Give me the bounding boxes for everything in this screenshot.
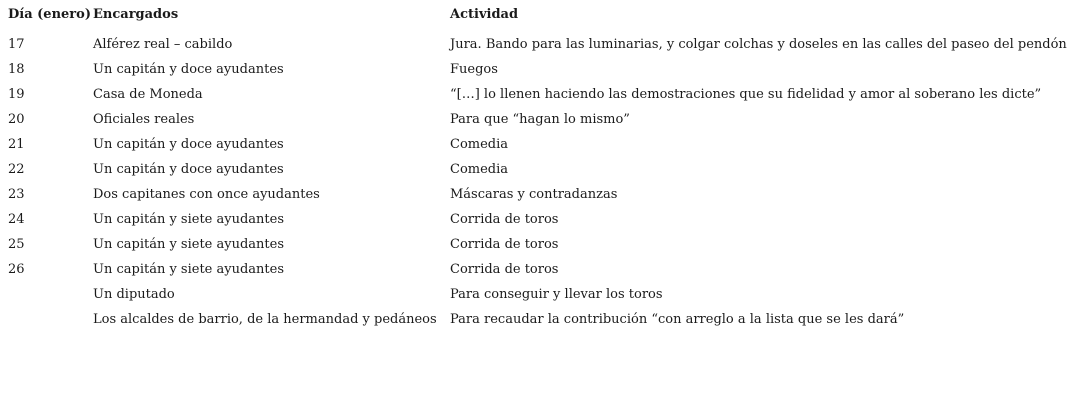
table-row	[0, 57, 1082, 82]
table-row	[0, 207, 1082, 232]
cell-dia: 23	[8, 187, 25, 202]
cell-actividad: Comedia	[450, 162, 509, 177]
cell-dia: 19	[8, 87, 25, 102]
table-row	[0, 32, 1082, 57]
cell-encargados: Un capitán y siete ayudantes	[93, 237, 285, 252]
cell-actividad: Corrida de toros	[450, 237, 559, 252]
cell-dia: 18	[8, 62, 25, 77]
cell-encargados: Un capitán y siete ayudantes	[93, 262, 285, 277]
cell-dia: 25	[8, 237, 25, 252]
cell-actividad: “[…] lo llenen haciendo las demostraciones que su fidelidad y amor al soberano les dicte”	[450, 87, 1042, 102]
table-row	[0, 282, 1082, 307]
cell-dia: 24	[8, 212, 25, 227]
cell-encargados: Un capitán y doce ayudantes	[93, 137, 284, 152]
cell-actividad: Máscaras y contradanzas	[450, 187, 618, 202]
cell-dia: 26	[8, 262, 25, 277]
cell-encargados: Un capitán y doce ayudantes	[93, 162, 284, 177]
cell-dia: 22	[8, 162, 25, 177]
table-header-row	[0, 0, 1082, 32]
cell-actividad: Para que “hagan lo mismo”	[450, 112, 630, 127]
cell-actividad: Para recaudar la contribución “con arreglo a la lista que se les dará”	[450, 312, 905, 327]
cell-dia: 17	[8, 37, 25, 52]
cell-actividad: Para conseguir y llevar los toros	[450, 287, 663, 302]
table-row	[0, 182, 1082, 207]
cell-encargados: Alférez real – cabildo	[93, 37, 233, 52]
cell-encargados: Los alcaldes de barrio, de la hermandad y pedáneos	[93, 312, 437, 327]
table-row	[0, 132, 1082, 157]
table-row	[0, 157, 1082, 182]
cell-actividad: Comedia	[450, 137, 509, 152]
header-actividad: Actividad	[450, 7, 519, 22]
cell-encargados: Un capitán y siete ayudantes	[93, 212, 285, 227]
table-row	[0, 307, 1082, 332]
cell-dia: 20	[8, 112, 25, 127]
table-row	[0, 82, 1082, 107]
table-row	[0, 107, 1082, 132]
cell-actividad: Fuegos	[450, 62, 498, 77]
cell-encargados: Un diputado	[93, 287, 175, 302]
cell-actividad: Corrida de toros	[450, 262, 559, 277]
table-row	[0, 232, 1082, 257]
cell-encargados: Oficiales reales	[93, 112, 195, 127]
cell-actividad: Corrida de toros	[450, 212, 559, 227]
header-encargados: Encargados	[93, 7, 179, 22]
cell-actividad: Jura. Bando para las luminarias, y colgar colchas y doseles en las calles del paseo del pendón	[450, 37, 1067, 52]
table-row	[0, 257, 1082, 282]
cell-encargados: Un capitán y doce ayudantes	[93, 62, 284, 77]
header-dia: Día (enero)	[8, 7, 91, 22]
cell-dia: 21	[8, 137, 25, 152]
cell-encargados: Casa de Moneda	[93, 87, 203, 102]
cell-encargados: Dos capitanes con once ayudantes	[93, 187, 320, 202]
